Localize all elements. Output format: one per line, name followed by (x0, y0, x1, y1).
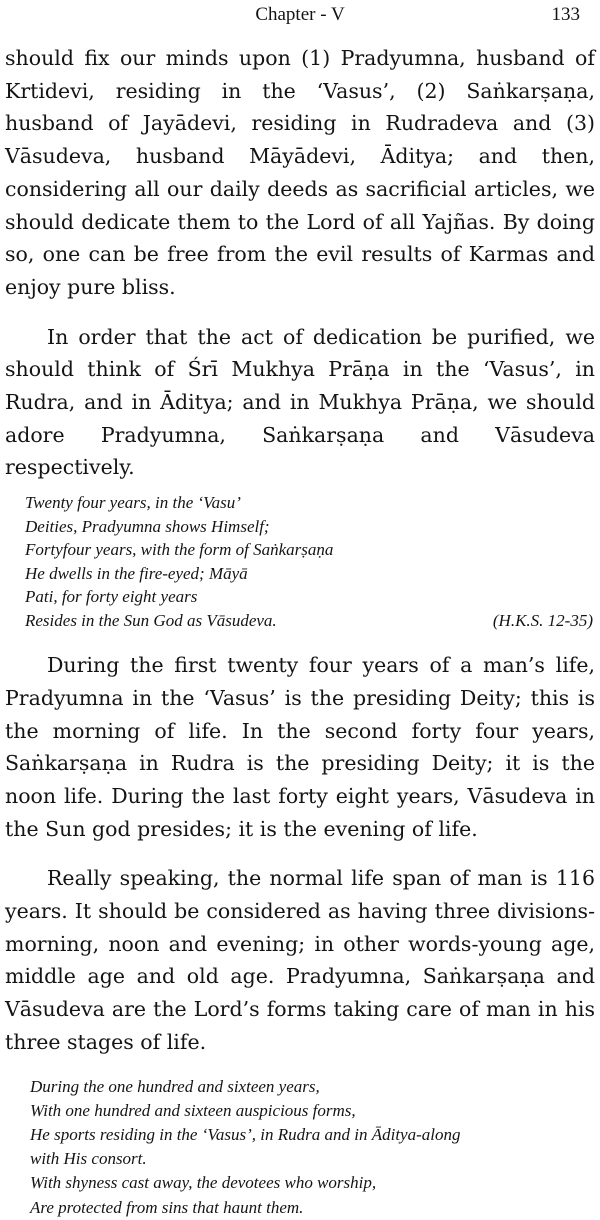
paragraph-1: should fix our minds upon (1) Pradyumna, husband of Krtidevi, residing in the ‘Vasus’, (2) Saṅkarṣaṇa, husband of Jayādevi, residing in Rudradeva and (3) Vāsudeva, husband Māyādevi, Āditya; and then, considering all our daily deeds as sacrificial articles, we should dedicate them to the Lord of all Yajñas. By doing so, one can be free from the evil results of Karmas and enjoy pure bliss. (5, 46, 595, 299)
paragraph-4: Really speaking, the normal life span of man is 116 years. It should be considered as having three divisions-morning, noon and evening; in other words-young age, middle age and old age. Pradyumna, Saṅkarṣaṇa and Vāsudeva are the Lord’s forms taking care of man in his three stages of life. (5, 866, 595, 1054)
verse-line: With one hundred and sixteen auspicious forms, (30, 1100, 356, 1120)
verse-line: He sports residing in the ‘Vasus’, in Rudra and in Āditya-along (30, 1124, 461, 1144)
page-body (5, 42, 595, 1220)
verse-citation: (H.K.S. 12-35) (492, 610, 593, 630)
verse-line: with His consort. (30, 1149, 147, 1169)
verse-line: He dwells in the fire-eyed; Māyā (25, 563, 248, 583)
verse-line: Fortyfour years, with the form of Saṅkarṣaṇa (25, 540, 334, 560)
verse-line: Deities, Pradyumna shows Himself; (25, 516, 270, 536)
verse-line-text: Resides in the Sun God as Vāsudeva. (25, 610, 277, 630)
paragraph-3: During the first twenty four years of a man’s life, Pradyumna in the ‘Vasus’ is the presiding Deity; this is the morning of life. In the second forty four years, Saṅkarṣaṇa in Rudra is the presiding Deity; it is the noon life. During the last forty eight years, Vāsudeva in the Sun god presides; it is the evening of life. (5, 653, 595, 841)
verse-block-2 (5, 1075, 595, 1220)
verse-line: During the one hundred and sixteen years, (30, 1076, 320, 1096)
verse-line: Pati, for forty eight years (25, 587, 198, 607)
paragraph-2: In order that the act of dedication be purified, we should think of Śrī Mukhya Prāṇa in the ‘Vasus’, in Rudra, and in Āditya; and in Mukhya Prāṇa, we should adore Pradyumna, Saṅkarṣaṇa and Vāsudeva respectively. (5, 324, 595, 480)
verse-line: With shyness cast away, the devotees who worship, (30, 1173, 377, 1193)
verse-block-1 (5, 491, 595, 632)
verse-line: Are protected from sins that haunt them. (30, 1197, 304, 1217)
page-header (0, 4, 600, 28)
verse-line-last (25, 609, 595, 633)
chapter-title: Chapter - V (255, 4, 345, 25)
page-number: 133 (551, 4, 580, 25)
verse-line: Twenty four years, in the ‘Vasu’ (25, 493, 241, 513)
